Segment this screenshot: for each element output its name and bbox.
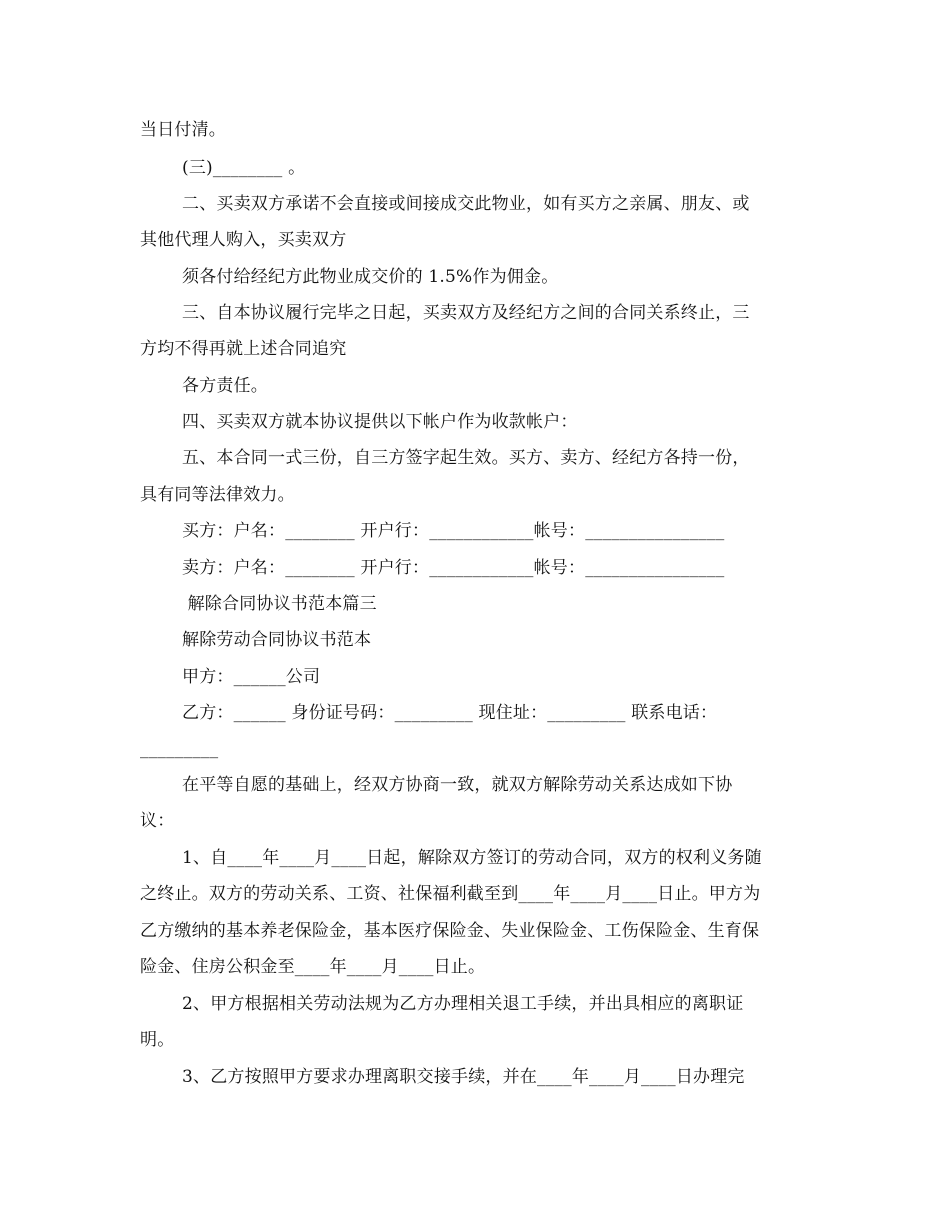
text-line-20: 议： [140,811,175,831]
section-heading: 解除合同协议书范本篇三 [182,594,377,614]
text-line-3: 二、买卖双方承诺不会直接或间接成交此物业，如有买方之亲属、朋友、或 [182,194,750,214]
text-line-11: 具有同等法律效力。 [140,485,295,505]
text-line-18: _________ [140,739,219,759]
text-line-19: 在平等自愿的基础上，经双方协商一致，就双方解除劳动关系达成如下协 [182,775,733,795]
text-line-21: 1、自____年____月____日起，解除双方签订的劳动合同，双方的权利义务随 [182,848,762,868]
text-line-8: 各方责任。 [182,376,268,396]
text-line-17: 乙方：______ 身份证号码：_________ 现住址：_________ 联系电话： [182,703,718,723]
text-line-10: 五、本合同一式三份，自三方签字起生效。买方、卖方、经纪方各持一份， [182,448,750,468]
text-line-4: 其他代理人购入，买卖双方 [140,230,347,250]
document-title: 解除劳动合同协议书范本 [182,630,372,650]
text-line-13: 卖方：户名：________ 开户行：____________帐号：________________ [182,558,725,578]
text-line-22: 之终止。双方的劳动关系、工资、社保福利截至到____年____月____日止。甲方为 [140,884,761,904]
text-line-5: 须各付给经纪方此物业成交价的 1.5%作为佣金。 [182,267,559,287]
text-line-25: 2、甲方根据相关劳动法规为乙方办理相关退工手续，并出具相应的离职证 [182,994,744,1014]
text-line-6: 三、自本协议履行完毕之日起，买卖双方及经纪方之间的合同关系终止，三 [182,303,750,323]
text-line-26: 明。 [140,1030,175,1050]
text-line-1: 当日付清。 [140,120,226,140]
text-line-27: 3、乙方按照甲方要求办理离职交接手续，并在____年____月____日办理完 [182,1067,745,1087]
text-line-2: (三)________ 。 [182,158,306,178]
text-line-24: 险金、住房公积金至____年____月____日止。 [140,957,486,977]
text-line-16: 甲方：______公司 [182,667,321,687]
text-line-9: 四、买卖双方就本协议提供以下帐户作为收款帐户： [182,412,578,432]
text-line-7: 方均不得再就上述合同追究 [140,339,347,359]
text-line-12: 买方：户名：________ 开户行：____________帐号：________________ [182,521,725,541]
text-line-23: 乙方缴纳的基本养老保险金，基本医疗保险金、失业保险金、工伤保险金、生育保 [140,921,760,941]
